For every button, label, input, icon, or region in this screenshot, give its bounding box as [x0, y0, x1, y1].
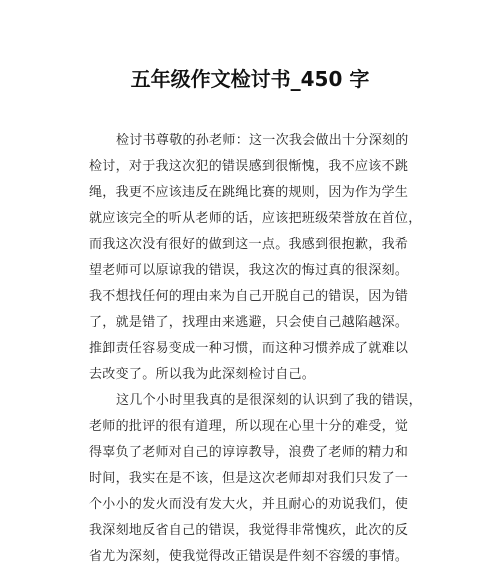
text-line: 望老师可以原谅我的错误，我这次的悔过真的很深刻。 [89, 263, 409, 278]
text-line: 检讨，对于我这次犯的错误感到很惭愧，我不应该不跳 [89, 159, 409, 174]
text-line: 老师的批评的很有道理，所以现在心里十分的难受，觉 [89, 419, 409, 434]
text-line: 去改变了。所以我为此深刻检讨自己。 [89, 367, 316, 382]
text-line: 这几个小时里我真的是很深刻的认识到了我的错误， [116, 393, 422, 408]
text-line: 我深刻地反省自己的错误，我觉得非常愧疚，此次的反 [89, 523, 409, 538]
text-line: 省尤为深刻，使我觉得改正错误是件刻不容缓的事情。 [89, 549, 409, 564]
text-line: 个小小的发火而没有发大火，并且耐心的劝说我们，使 [89, 497, 409, 512]
text-line: 我不想找任何的理由来为自己开脱自己的错误，因为错 [89, 289, 409, 304]
document-title: 五年级作文检讨书_450 字 [130, 67, 370, 91]
text-line: 就应该完全的听从老师的话，应该把班级荣誉放在首位， [89, 211, 422, 226]
text-line: 时间，我实在是不该，但是这次老师却对我们只发了一 [89, 471, 409, 486]
text-line: 检讨书尊敬的孙老师：这一次我会做出十分深刻的 [116, 133, 409, 148]
text-line: 推卸责任容易变成一种习惯，而这种习惯养成了就难以 [89, 341, 409, 356]
text-line: 而我这次没有很好的做到这一点。我感到很抱歉，我希 [89, 237, 409, 252]
text-line: 了，就是错了，找理由来逃避，只会使自己越陷越深。 [89, 315, 409, 330]
text-line: 绳，我更不应该违反在跳绳比赛的规则，因为作为学生 [89, 185, 409, 200]
text-line: 得辜负了老师对自己的谆谆教导，浪费了老师的精力和 [89, 445, 409, 460]
